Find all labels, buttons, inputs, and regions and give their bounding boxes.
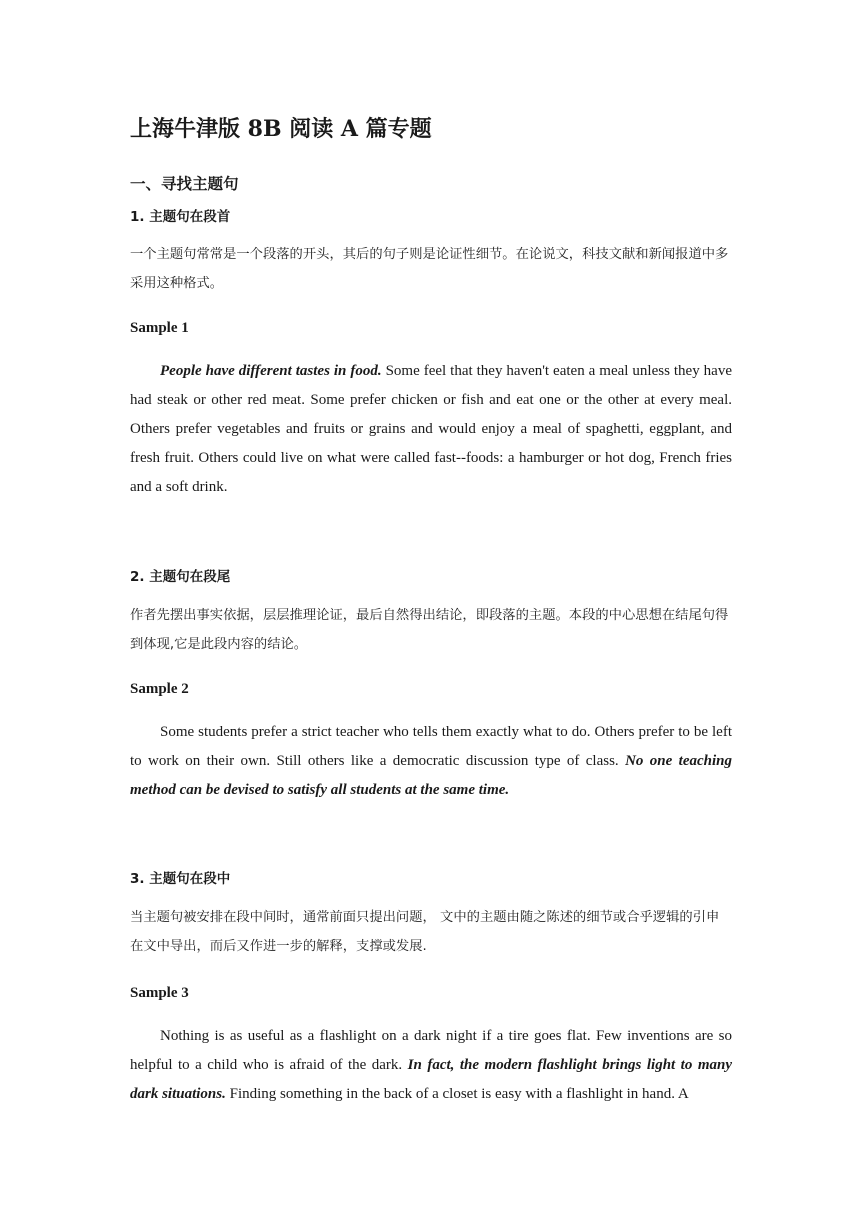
sample-paragraph-1 [130, 357, 732, 502]
topic-sentence-1: People have different tastes in food. [160, 363, 382, 379]
sample-paragraph-3 [130, 1022, 732, 1109]
topic-sentence-3: In fact, the modern flashlight brings light to many dark situations. [130, 1057, 732, 1102]
sample-label-3: Sample 3 [130, 985, 189, 1001]
supporting-text-2: Some students prefer a strict teacher who tells them exactly what to do. Others prefer to be left to work on their own. Still others like a democratic discussion type of class. [130, 724, 732, 769]
document-title: 上海牛津版 8B 阅读 A 篇专题 [130, 116, 432, 142]
subsection-description-2: 作者先摆出事实依据，层层推理论证，最后自然得出结论，即段落的主题。本段的中心思想在结尾句得到体现,它是此段内容的结论。 [130, 608, 729, 652]
supporting-text-3a: Nothing is as useful as a flashlight on a dark night if a tire goes flat. Few inventions are so helpful to a child who is afraid of the dark. [130, 1028, 732, 1073]
sample-paragraph-2 [130, 718, 732, 805]
supporting-text-1: Some feel that they haven't eaten a meal unless they have had steak or other red meat. Some prefer chicken or fish and eat one or the other at every meal. Others prefer vegetables and fruits or grains and would enjoy a meal of spaghetti, eggplant, and fresh fruit. Others could live on what were called fast--foods: a hamburger or hot dog, French fries and a soft drink. [130, 363, 732, 495]
subsection-heading-1: 1. 主题句在段首 [130, 209, 231, 225]
subsection-description-3: 当主题句被安排在段中间时，通常前面只提出问题， 文中的主题由随之陈述的细节或合乎逻辑的引申在文中导出，而后又作进一步的解释，支撑或发展. [130, 910, 720, 954]
topic-sentence-2: No one teaching method can be devised to satisfy all students at the same time. [130, 753, 733, 798]
sample-label-1: Sample 1 [130, 320, 189, 336]
supporting-text-3b: Finding something in the back of a closet is easy with a flashlight in hand. A [225, 1086, 689, 1102]
section-heading: 一、寻找主题句 [130, 175, 239, 193]
subsection-description-1: 一个主题句常常是一个段落的开头，其后的句子则是论证性细节。在论说文，科技文献和新闻报道中多采用这种格式。 [130, 247, 729, 291]
subsection-heading-3: 3. 主题句在段中 [130, 871, 231, 887]
subsection-heading-2: 2. 主题句在段尾 [130, 569, 231, 585]
sample-label-2: Sample 2 [130, 681, 189, 697]
